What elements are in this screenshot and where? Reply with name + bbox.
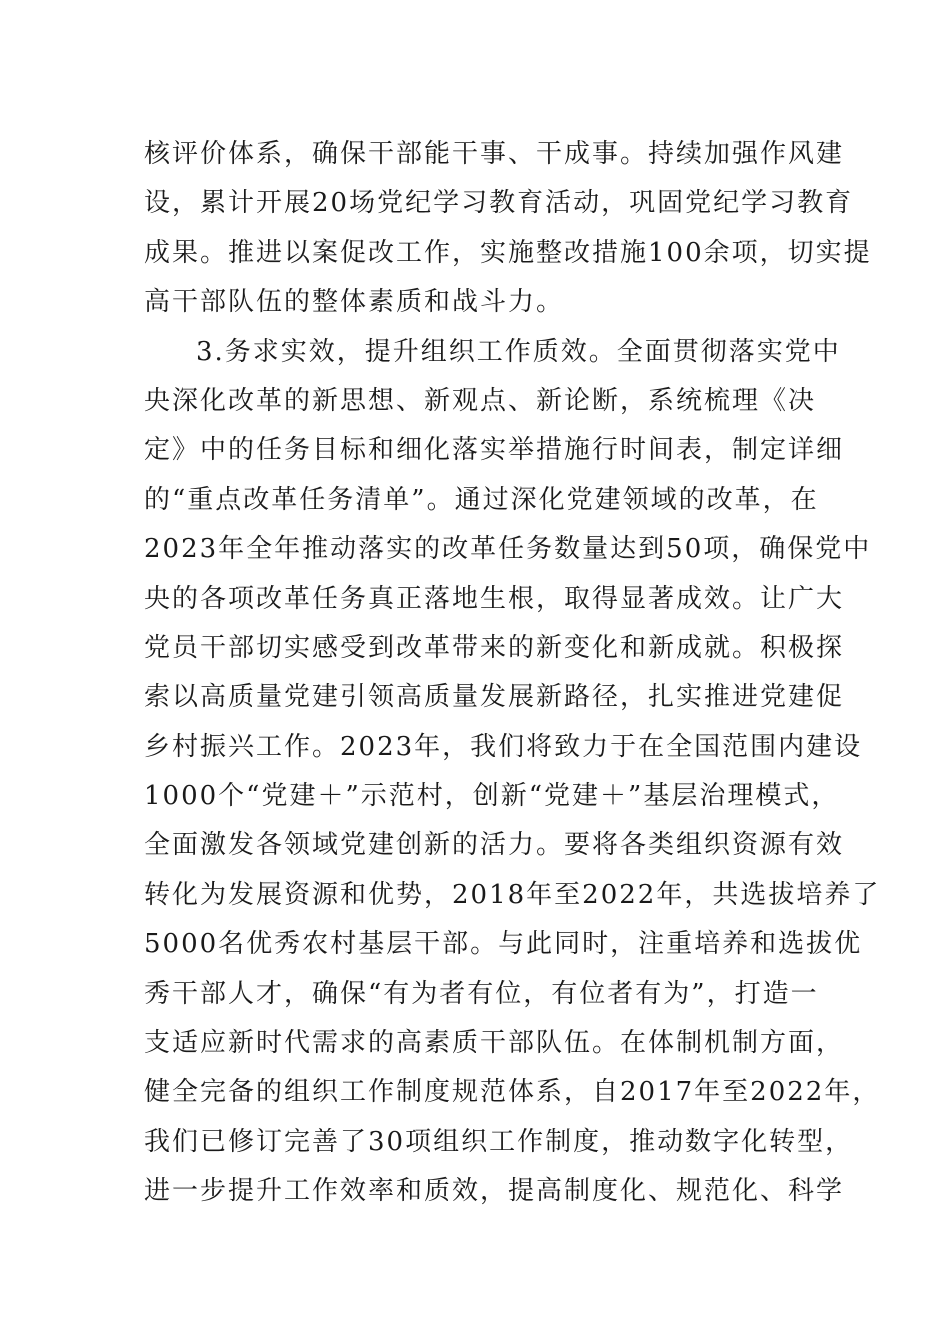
- text-line: 秀干部人才，确保“有为者有位，有位者有为”，打造一: [144, 978, 819, 1009]
- section-heading-line: 3.务求实效，提升组织工作质效。全面贯彻落实党中: [196, 336, 841, 367]
- text-line: 核评价体系，确保干部能干事、干成事。持续加强作风建: [144, 139, 845, 169]
- text-line: 央深化改革的新思想、新观点、新论断，系统梳理《决: [144, 385, 817, 416]
- text-line: 索以高质量党建引领高质量发展新路径，扎实推进党建促: [144, 682, 845, 713]
- text-line: 进一步提升工作效率和质效，提高制度化、规范化、科学: [144, 1176, 845, 1207]
- text-line: 的“重点改革任务清单”。通过深化党建领域的改革，在: [144, 484, 819, 515]
- text-line: 健全完备的组织工作制度规范体系，自2017年至2022年，: [144, 1077, 881, 1108]
- text-line: 定》中的任务目标和细化落实举措施行时间表，制定详细: [144, 435, 845, 466]
- text-line: 转化为发展资源和优势，2018年至2022年，共选拔培养了: [144, 879, 881, 910]
- text-line: 2023年全年推动落实的改革任务数量达到50项，确保党中: [144, 534, 872, 565]
- text-line: 我们已修订完善了30项组织工作制度，推动数字化转型，: [144, 1126, 854, 1157]
- text-line: 党员干部切实感受到改革带来的新变化和新成就。积极探: [144, 632, 845, 663]
- text-line: 成果。推进以案促改工作，实施整改措施100余项，切实提: [144, 237, 872, 268]
- text-line: 央的各项改革任务真正落地生根，取得显著成效。让广大: [144, 583, 845, 614]
- text-line: 乡村振兴工作。2023年，我们将致力于在全国范围内建设: [144, 731, 863, 762]
- text-line: 1000个“党建＋”示范村，创新“党建＋”基层治理模式，: [144, 781, 840, 812]
- body-text: [144, 130, 881, 1217]
- text-line: 支适应新时代需求的高素质干部队伍。在体制机制方面，: [144, 1028, 845, 1059]
- text-line: 高干部队伍的整体素质和战斗力。: [144, 287, 565, 318]
- text-line: 全面激发各领域党建创新的活力。要将各类组织资源有效: [144, 830, 845, 861]
- text-line: 5000名优秀农村基层干部。与此同时，注重培养和选拔优: [144, 929, 863, 960]
- text-line: 设，累计开展20场党纪学习教育活动，巩固党纪学习教育: [144, 188, 854, 219]
